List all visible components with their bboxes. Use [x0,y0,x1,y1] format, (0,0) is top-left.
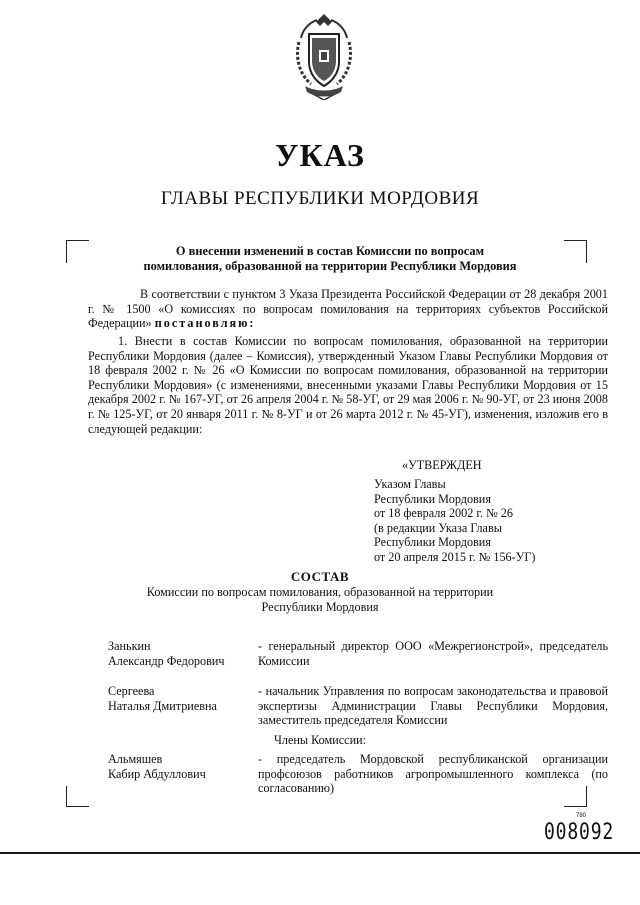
corner-mark-bottom-left [66,786,89,807]
subject-line-2: помилования, образованной на территории Республики Мордовия [143,259,517,273]
approval-block [374,477,614,565]
document-type-title: УКАЗ [275,137,365,173]
member-position: - генеральный директор ООО «Межрегионстрой», председатель Комиссии [258,639,608,668]
bottom-rule [0,852,640,854]
member-name [108,684,258,713]
member-name [108,752,258,781]
approved-heading: «УТВЕРЖДЕН [402,458,482,472]
resolve-word: постановляю: [154,316,256,331]
member-given-name: Кабир Абдуллович [108,766,206,781]
member-surname: Занькин [108,639,151,653]
preamble-paragraph [88,287,608,331]
member-position: - начальник Управления по вопросам законодательства и правовой экспертизы Администрации Главы Республики Мордовия, заместитель председателя Комиссии [258,684,608,728]
stamp-series: 780 [576,813,587,819]
members-heading: Члены Комиссии: [273,733,367,747]
member-name [108,639,258,668]
member-surname: Альмяшев [108,752,163,766]
approval-line: от 18 февраля 2002 г. № 26 [374,506,513,521]
approval-line: Указом Главы [374,477,446,491]
approval-line: Республики Мордовия [374,491,491,506]
coat-of-arms-emblem [291,12,357,100]
approval-line: (в редакции Указа Главы [374,520,502,535]
issuer-title: ГЛАВЫ РЕСПУБЛИКИ МОРДОВИЯ [160,188,480,209]
serial-number-stamp: 008092 [544,820,615,845]
member-position: - председатель Мордовской республиканской организации профсоюзов работников агропромышленного комплекса (по согласованию) [258,752,608,796]
approval-line: Республики Мордовия [374,535,491,550]
corner-mark-top-left [66,240,89,263]
corner-mark-top-right [564,240,587,263]
approval-line: от 20 апреля 2015 г. № 156-УГ) [374,549,536,564]
corner-mark-bottom-right [564,786,587,807]
subject-line-1: О внесении изменений в состав Комиссии по вопросам [175,244,485,258]
composition-subtitle: Комиссии по вопросам помилования, образованной на территории Республики Мордовия [146,585,494,614]
member-surname: Сергеева [108,684,155,698]
member-given-name: Александр Федорович [108,653,225,668]
decree-subject [100,244,560,274]
composition-title: СОСТАВ [290,569,350,584]
clause-1-paragraph: 1. Внести в состав Комиссии по вопросам помилования, образованной на территории Республики Мордовия (далее – Комиссия), утвержденный Указом Главы Республики Мордовия от 18 февраля 2002 г. № 26 «О Комиссии по вопросам помилования, образованной на территории Республики Мордовия» (с изменениями, внесенными указами Главы Республики Мордовия от 15 декабря 2002 г. № 167-УГ, от 26 апреля 2004 г. № 58-УГ, от 29 мая 2006 г. № 90-УГ, от 23 июня 2008 г. № 125-УГ, от 20 января 2011 г. № 8-УГ и от 26 марта 2012 г. № 45-УГ), изменения, изложив его в следующей редакции: [88,334,608,436]
preamble-text: В соответствии с пунктом 3 Указа Президента Российской Федерации от 28 декабря 2001 г. № 1500 «О комиссиях по вопросам помилования на территориях субъектов Российской Федерации» [88,287,608,331]
member-given-name: Наталья Дмитриевна [108,698,217,713]
